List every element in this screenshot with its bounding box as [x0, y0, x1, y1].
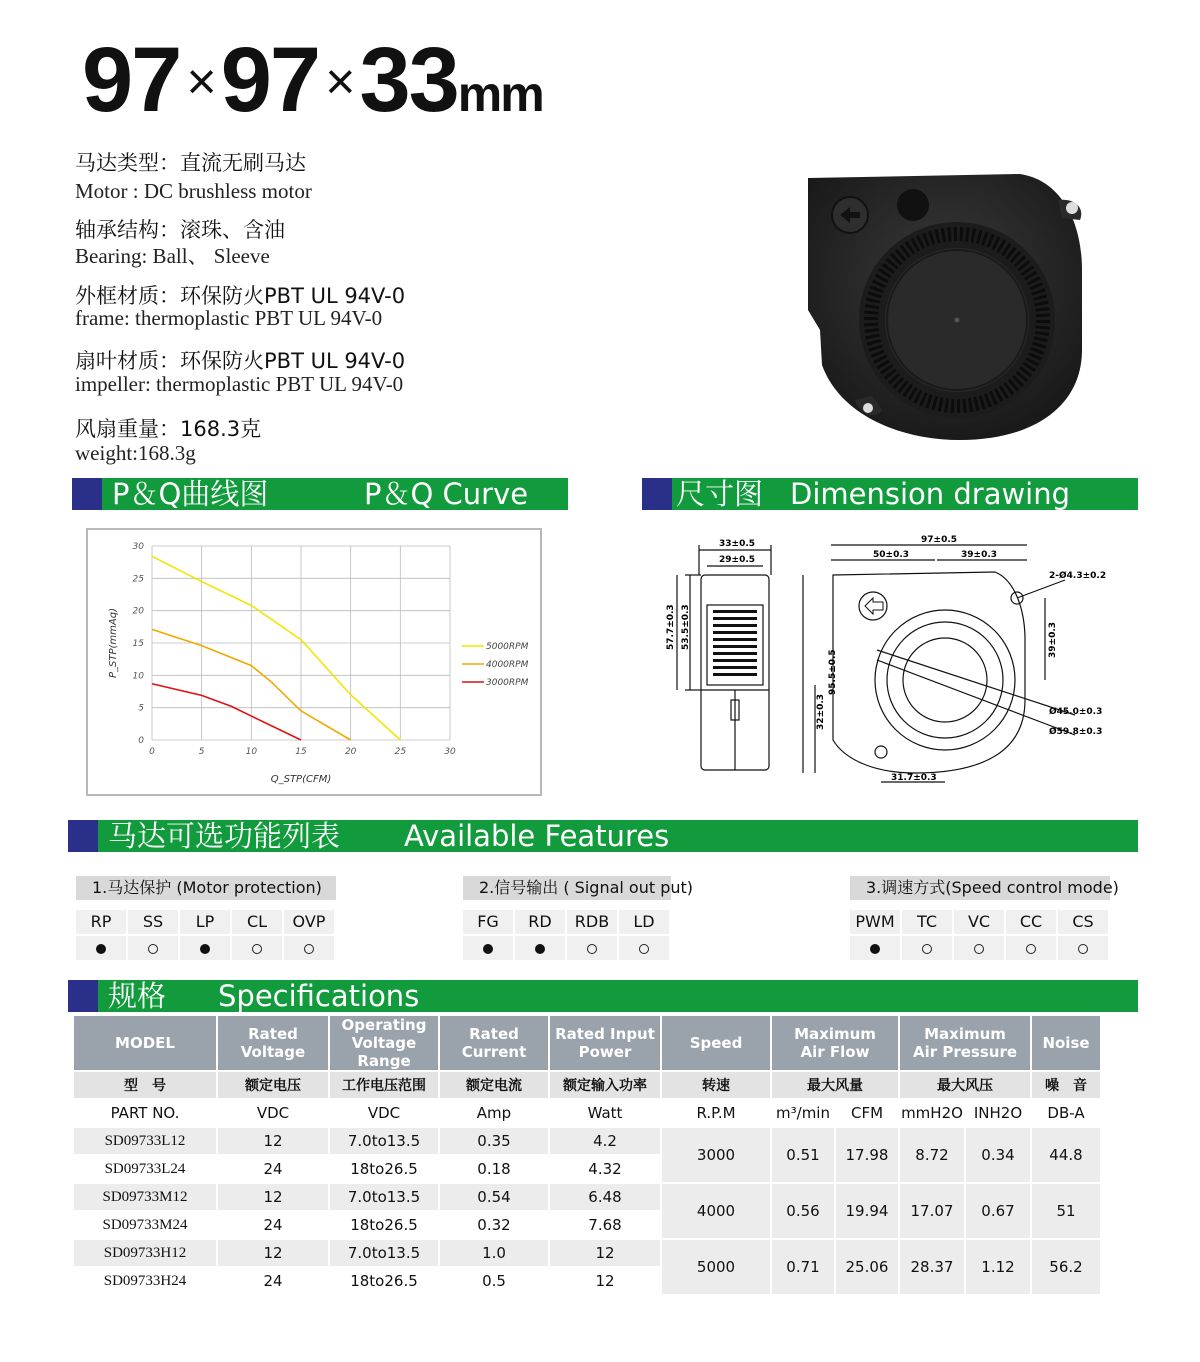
x-tick-label: 30 — [444, 747, 456, 757]
spec-motor-en: Motor : DC brushless motor — [75, 179, 312, 203]
feature-indicator — [850, 936, 900, 960]
series-line — [152, 684, 301, 740]
x-tick-label: 10 — [245, 747, 258, 757]
cn-voltage-range: 工作电压范围 — [330, 1072, 438, 1098]
feature-label: OVP — [284, 910, 334, 934]
feature-label: TC — [902, 910, 952, 934]
filled-dot-icon — [200, 944, 210, 954]
cell-power: 4.32 — [588, 1160, 622, 1178]
feature-indicator — [1058, 936, 1108, 960]
table-row — [74, 1240, 1100, 1266]
unit-inh2o: INH2O — [973, 1104, 1023, 1122]
dim-front-b: 39±0.3 — [961, 550, 998, 560]
empty-dot-icon — [252, 944, 262, 954]
header-air-pressure: Maximum Air Pressure — [900, 1016, 1030, 1070]
section-pq-cn: P＆Q曲线图 — [112, 477, 269, 511]
feature-indicator — [1006, 936, 1056, 960]
spec-impeller-en: impeller: thermoplastic PBT UL 94V-0 — [75, 372, 404, 396]
cell-voltage: 12 — [263, 1132, 283, 1150]
cell-rpm: 4000 — [696, 1202, 736, 1220]
x-tick-label: 20 — [344, 747, 357, 757]
cell-power: 7.68 — [588, 1216, 622, 1234]
cell-model: SD09733M12 — [102, 1188, 188, 1205]
cell-cfm: 25.06 — [845, 1258, 889, 1276]
dim-front-a: 50±0.3 — [873, 550, 910, 560]
empty-dot-icon — [148, 944, 158, 954]
cell-noise: 44.8 — [1049, 1146, 1083, 1164]
spec-bearing-en: Bearing: Ball、 Sleeve — [75, 244, 270, 268]
y-axis-label: P_STP(mmAq) — [108, 608, 119, 678]
header-rated-current: Rated Current — [440, 1016, 548, 1070]
dim-front-d2: Ø59.8±0.3 — [1049, 727, 1103, 737]
title-height: 97 — [220, 29, 320, 131]
dim-side-width-outer: 33±0.5 — [719, 539, 756, 549]
x-tick-label: 0 — [149, 747, 155, 757]
header-input-power: Rated Input Power — [550, 1016, 660, 1070]
feature-indicator — [284, 936, 334, 960]
cell-range: 7.0to13.5 — [347, 1188, 421, 1206]
cn-model: 型 号 — [74, 1072, 216, 1098]
header-air-flow: Maximum Air Flow — [772, 1016, 898, 1070]
spec-impeller-cn: 扇叶材质：环保防火PBT UL 94V-0 — [75, 349, 406, 373]
title-unit: mm — [457, 66, 543, 122]
y-tick-label: 10 — [132, 671, 144, 682]
section-pq-en: P＆Q Curve — [364, 477, 529, 511]
x-axis-label: Q_STP(CFM) — [270, 774, 332, 785]
cell-range: 18to26.5 — [350, 1272, 418, 1290]
section-features-en: Available Features — [404, 819, 670, 853]
cn-input-power: 额定输入功率 — [550, 1072, 660, 1098]
feature-indicator — [954, 936, 1004, 960]
cn-air-pressure: 最大风压 — [900, 1072, 1030, 1098]
cell-voltage: 12 — [263, 1244, 283, 1262]
spec-table — [72, 1014, 1102, 1296]
feature-label: PWM — [850, 910, 900, 934]
section-features-cn: 马达可选功能列表 — [108, 819, 341, 853]
section-dim-cn: 尺寸图 — [676, 477, 764, 511]
cn-rated-current: 额定电流 — [440, 1072, 548, 1098]
dim-front-holes: 2-Ø4.3±0.2 — [1049, 571, 1107, 581]
cell-model: SD09733L12 — [104, 1132, 186, 1149]
feature-group — [463, 876, 694, 960]
empty-dot-icon — [1026, 944, 1036, 954]
feature-label: LD — [619, 910, 669, 934]
cell-current: 0.32 — [477, 1216, 511, 1234]
feature-label: RP — [76, 910, 126, 934]
feature-group — [850, 876, 1119, 960]
dim-front-bottom: 31.7±0.3 — [891, 773, 937, 783]
cell-m3min: 0.56 — [786, 1202, 820, 1220]
section-spec-cn: 规格 — [108, 979, 167, 1013]
feature-indicator — [76, 936, 126, 960]
unit-vdc-range: VDC — [367, 1104, 401, 1122]
unit-mmh2o: mmH2O — [901, 1104, 963, 1122]
feature-group-title: 1.马达保护 (Motor protection) — [76, 876, 336, 900]
cell-voltage: 24 — [263, 1272, 283, 1290]
title-depth: 33 — [359, 29, 458, 131]
feature-label: RDB — [567, 910, 617, 934]
cell-rpm: 5000 — [696, 1258, 736, 1276]
unit-dba: DB-A — [1047, 1104, 1085, 1122]
pq-chart — [88, 530, 540, 794]
header-model: MODEL — [74, 1016, 216, 1070]
title-times: × — [325, 53, 354, 111]
section-pq-bar — [72, 478, 568, 510]
feature-indicator — [463, 936, 513, 960]
dim-front-width: 97±0.5 — [921, 535, 958, 545]
legend-label: 4000RPM — [486, 660, 529, 670]
empty-dot-icon — [974, 944, 984, 954]
legend-label: 5000RPM — [486, 642, 529, 652]
cell-current: 0.5 — [482, 1272, 506, 1290]
feature-label: RD — [515, 910, 565, 934]
feature-indicator — [515, 936, 565, 960]
y-tick-label: 15 — [132, 639, 144, 649]
cell-noise: 56.2 — [1049, 1258, 1083, 1276]
empty-dot-icon — [922, 944, 932, 954]
cell-power: 4.2 — [593, 1132, 617, 1150]
cell-range: 18to26.5 — [350, 1160, 418, 1178]
cell-mmh2o: 17.07 — [910, 1202, 954, 1220]
feature-indicator — [232, 936, 282, 960]
x-tick-label: 25 — [394, 747, 407, 757]
y-tick-label: 25 — [132, 574, 144, 585]
spec-motor-cn: 马达类型：直流无刷马达 — [75, 151, 306, 175]
empty-dot-icon — [587, 944, 597, 954]
feature-label: CS — [1058, 910, 1108, 934]
table-row — [74, 1128, 1100, 1154]
cell-m3min: 0.51 — [786, 1146, 820, 1164]
feature-label: SS — [128, 910, 178, 934]
y-tick-label: 5 — [138, 703, 144, 714]
section-spec-bar — [68, 980, 1138, 1012]
spec-frame-en: frame: thermoplastic PBT UL 94V-0 — [75, 306, 383, 330]
empty-dot-icon — [304, 944, 314, 954]
feature-label: CC — [1006, 910, 1056, 934]
cell-voltage: 24 — [263, 1216, 283, 1234]
empty-dot-icon — [1078, 944, 1088, 954]
cell-power: 12 — [595, 1272, 615, 1290]
unit-amp: Amp — [476, 1104, 512, 1122]
unit-rpm: R.P.M — [696, 1104, 736, 1122]
feature-group-title: 2.信号输出 ( Signal out put) — [463, 876, 671, 900]
cell-range: 7.0to13.5 — [347, 1132, 421, 1150]
feature-group-title: 3.调速方式(Speed control mode) — [850, 876, 1110, 900]
x-tick-label: 15 — [295, 747, 307, 757]
title-times: × — [186, 53, 215, 111]
dim-front-d1: Ø45.0±0.3 — [1049, 707, 1103, 717]
cn-speed: 转速 — [662, 1072, 770, 1098]
dim-side-width-inner: 29±0.5 — [719, 555, 756, 565]
cn-noise: 噪 音 — [1032, 1072, 1100, 1098]
header-noise: Noise — [1032, 1016, 1100, 1070]
cell-current: 0.18 — [477, 1160, 511, 1178]
y-tick-label: 30 — [132, 542, 144, 552]
y-tick-label: 0 — [138, 736, 144, 746]
section-dim-bar — [642, 478, 1138, 510]
dim-side-height-outer: 57.7±0.3 — [666, 604, 676, 650]
feature-indicator — [180, 936, 230, 960]
cell-power: 12 — [595, 1244, 615, 1262]
dim-front-v2: 95.5±0.5 — [828, 649, 838, 695]
cell-cfm: 19.94 — [845, 1202, 889, 1220]
filled-dot-icon — [96, 944, 106, 954]
unit-part-no: PART NO. — [110, 1104, 180, 1122]
cell-voltage: 24 — [263, 1160, 283, 1178]
cell-current: 0.35 — [477, 1132, 511, 1150]
feature-indicator — [902, 936, 952, 960]
unit-watt: Watt — [587, 1104, 623, 1122]
table-row — [74, 1184, 1100, 1210]
cell-voltage: 12 — [263, 1188, 283, 1206]
blower-fan-image — [800, 160, 1090, 445]
cell-noise: 51 — [1056, 1202, 1076, 1220]
feature-label: VC — [954, 910, 1004, 934]
cell-model: SD09733H12 — [103, 1244, 187, 1261]
dim-front-v1: 39±0.3 — [1048, 621, 1058, 658]
cell-model: SD09733M24 — [102, 1216, 188, 1233]
spec-weight-cn: 风扇重量：168.3克 — [75, 417, 262, 441]
cell-range: 18to26.5 — [350, 1216, 418, 1234]
cell-current: 1.0 — [482, 1244, 506, 1262]
unit-vdc: VDC — [256, 1104, 290, 1122]
cell-range: 7.0to13.5 — [347, 1244, 421, 1262]
cell-cfm: 17.98 — [845, 1146, 889, 1164]
section-dim-en: Dimension drawing — [790, 477, 1071, 511]
feature-group — [76, 876, 336, 960]
filled-dot-icon — [870, 944, 880, 954]
cell-model: SD09733L24 — [104, 1160, 186, 1177]
unit-m3min: m³/min — [776, 1104, 830, 1122]
empty-dot-icon — [639, 944, 649, 954]
spec-frame-cn: 外框材质：环保防火PBT UL 94V-0 — [75, 284, 406, 308]
cell-m3min: 0.71 — [786, 1258, 820, 1276]
y-tick-label: 20 — [132, 606, 144, 617]
cell-inh2o: 0.34 — [981, 1146, 1015, 1164]
header-speed: Speed — [662, 1016, 770, 1070]
feature-label: FG — [463, 910, 513, 934]
cell-rpm: 3000 — [696, 1146, 736, 1164]
spec-bearing-cn: 轴承结构：滚珠、含油 — [75, 218, 285, 242]
section-spec-en: Specifications — [218, 979, 420, 1013]
title-width: 97 — [82, 29, 181, 131]
dimension-drawing — [655, 530, 1135, 790]
pq-chart-frame — [86, 528, 542, 796]
cell-mmh2o: 8.72 — [915, 1146, 949, 1164]
cell-inh2o: 1.12 — [981, 1258, 1015, 1276]
cell-mmh2o: 28.37 — [910, 1258, 954, 1276]
feature-label: CL — [232, 910, 282, 934]
cell-inh2o: 0.67 — [981, 1202, 1015, 1220]
cell-power: 6.48 — [588, 1188, 622, 1206]
feature-indicator — [619, 936, 669, 960]
feature-label: LP — [180, 910, 230, 934]
x-tick-label: 5 — [198, 747, 205, 757]
feature-indicator — [128, 936, 178, 960]
dim-side-height-inner: 53.5±0.3 — [681, 604, 691, 650]
cn-rated-voltage: 额定电压 — [218, 1072, 328, 1098]
header-voltage-range: Operating Voltage Range — [330, 1016, 438, 1070]
filled-dot-icon — [535, 944, 545, 954]
page-title — [82, 30, 543, 144]
dim-front-v3: 32±0.3 — [816, 693, 826, 730]
spec-weight-en: weight:168.3g — [75, 441, 196, 465]
cell-current: 0.54 — [477, 1188, 511, 1206]
filled-dot-icon — [483, 944, 493, 954]
cn-air-flow: 最大风量 — [772, 1072, 898, 1098]
section-features-bar — [68, 820, 1138, 852]
header-rated-voltage: Rated Voltage — [218, 1016, 328, 1070]
series-line — [152, 556, 400, 740]
unit-cfm: CFM — [850, 1104, 884, 1122]
feature-indicator — [567, 936, 617, 960]
legend-label: 3000RPM — [486, 678, 529, 688]
cell-model: SD09733H24 — [103, 1272, 187, 1289]
